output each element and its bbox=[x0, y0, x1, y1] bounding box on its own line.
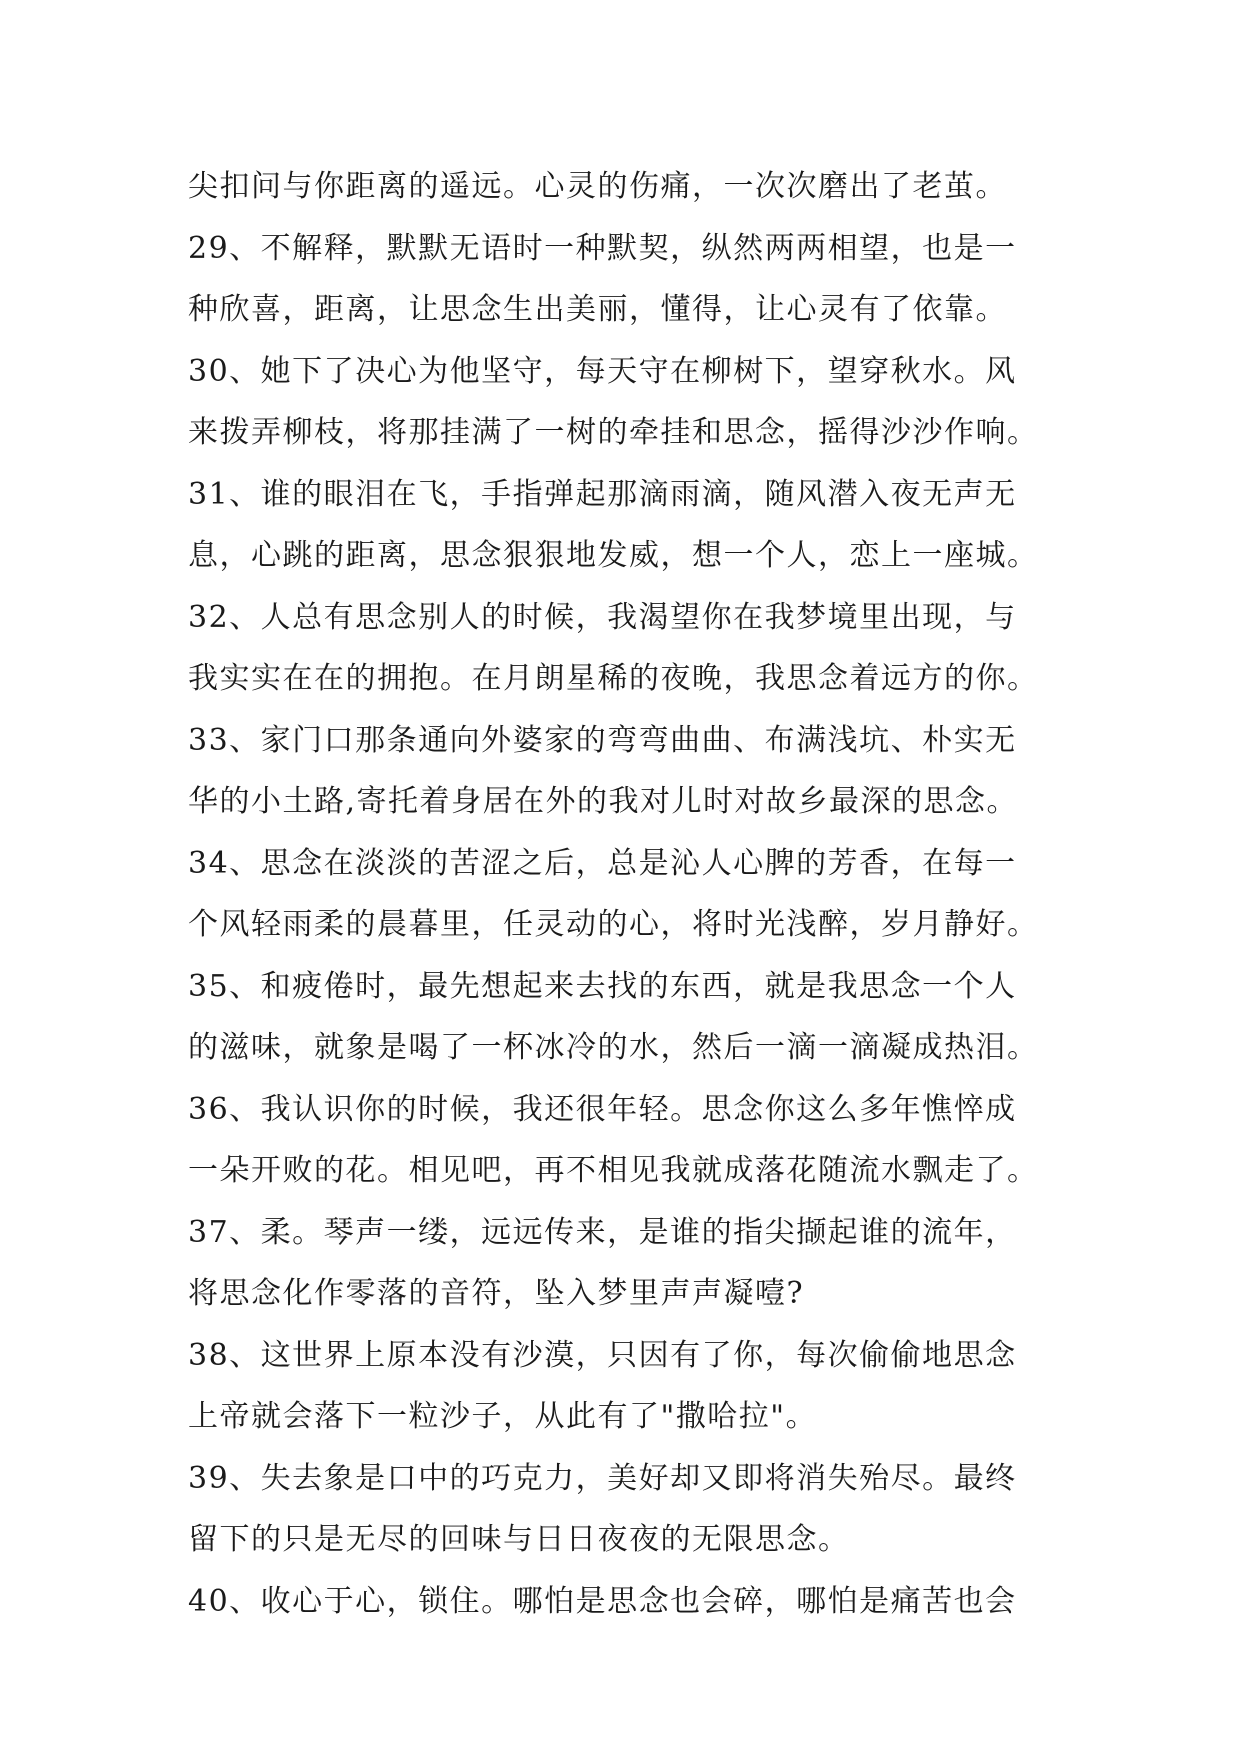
text-line: 33、家门口那条通向外婆家的弯弯曲曲、布满浅坑、朴实无 bbox=[188, 722, 1017, 758]
text-line: 36、我认识你的时候，我还很年轻。思念你这么多年憔悴成 bbox=[188, 1091, 1017, 1127]
text-line: 来拨弄柳枝，将那挂满了一树的牵挂和思念，摇得沙沙作响。 bbox=[188, 415, 1039, 450]
text-line: 留下的只是无尽的回味与日日夜夜的无限思念。 bbox=[188, 1522, 850, 1557]
text-line: 30、她下了决心为他坚守，每天守在柳树下，望穿秋水。风 bbox=[188, 353, 1017, 389]
text-line: 38、这世界上原本没有沙漠，只因有了你，每次偷偷地思念 bbox=[188, 1337, 1017, 1373]
text-line: 35、和疲倦时，最先想起来去找的东西，就是我思念一个人 bbox=[188, 968, 1017, 1004]
text-line: 上帝就会落下一粒沙子，从此有了"撒哈拉"。 bbox=[188, 1399, 818, 1434]
text-line: 39、失去象是口中的巧克力，美好却又即将消失殆尽。最终 bbox=[188, 1460, 1017, 1496]
text-line: 一朵开败的花。相见吧，再不相见我就成落花随流水飘走了。 bbox=[188, 1153, 1039, 1188]
text-line: 29、不解释，默默无语时一种默契，纵然两两相望，也是一 bbox=[188, 230, 1017, 266]
text-line: 40、收心于心，锁住。哪怕是思念也会碎，哪怕是痛苦也会 bbox=[188, 1583, 1017, 1619]
text-line: 37、柔。琴声一缕，远远传来，是谁的指尖撷起谁的流年， bbox=[188, 1214, 1017, 1250]
text-line: 华的小土路,寄托着身居在外的我对儿时对故乡最深的思念。 bbox=[188, 784, 1019, 819]
body-text bbox=[188, 156, 1078, 1632]
text-line: 尖扣问与你距离的遥远。心灵的伤痛，一次次磨出了老茧。 bbox=[188, 169, 1007, 204]
text-line: 32、人总有思念别人的时候，我渴望你在我梦境里出现，与 bbox=[188, 599, 1017, 635]
text-line: 种欣喜，距离，让思念生出美丽，懂得，让心灵有了依靠。 bbox=[188, 292, 1007, 327]
text-line: 将思念化作零落的音符，坠入梦里声声凝噎? bbox=[188, 1276, 805, 1311]
text-line: 31、谁的眼泪在飞，手指弹起那滴雨滴，随风潜入夜无声无 bbox=[188, 476, 1017, 512]
text-line: 我实实在在的拥抱。在月朗星稀的夜晚，我思念着远方的你。 bbox=[188, 661, 1039, 696]
text-line: 的滋味，就象是喝了一杯冰冷的水，然后一滴一滴凝成热泪。 bbox=[188, 1030, 1039, 1065]
text-line: 个风轻雨柔的晨暮里，任灵动的心，将时光浅醉，岁月静好。 bbox=[188, 907, 1039, 942]
text-line: 息，心跳的距离，思念狠狠地发威，想一个人，恋上一座城。 bbox=[188, 538, 1039, 573]
text-line: 34、思念在淡淡的苦涩之后，总是沁人心脾的芳香，在每一 bbox=[188, 845, 1017, 881]
